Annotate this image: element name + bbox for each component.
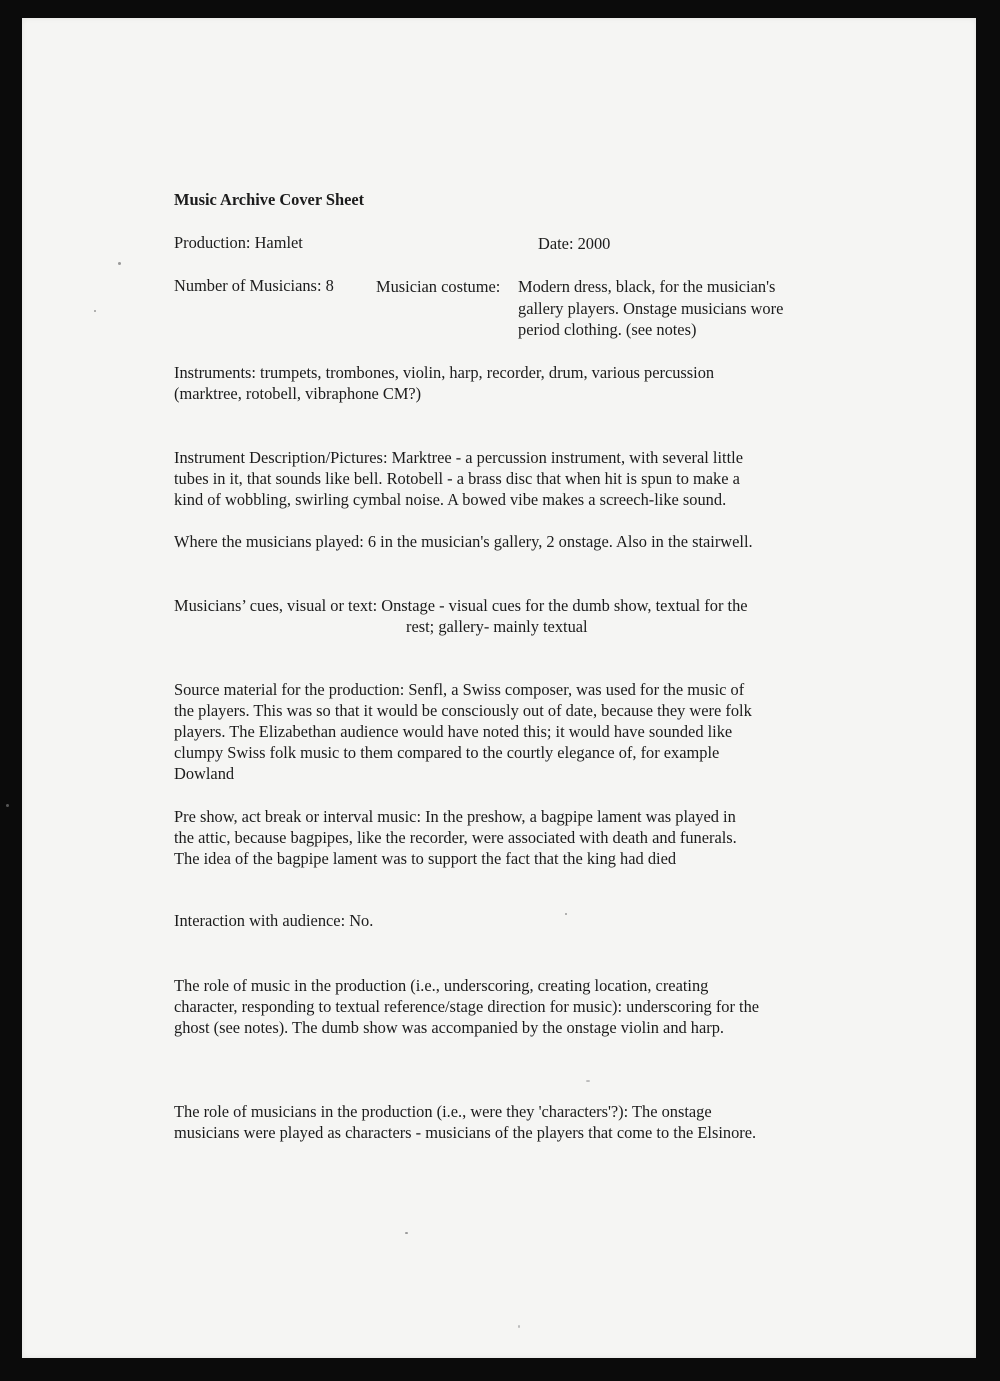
- preshow-line: Pre show, act break or interval music: In the preshow, a bagpipe lament was played in: [174, 807, 736, 826]
- cues-line: rest; gallery- mainly textual: [406, 617, 588, 636]
- role-of-music-line: ghost (see notes). The dumb show was accompanied by the onstage violin and harp.: [174, 1018, 725, 1037]
- production-field: Production: Hamlet: [174, 233, 303, 252]
- instrument-description-line: tubes in it, that sounds like bell. Rotobell - a brass disc that when hit is spun to make a: [174, 469, 740, 488]
- costume-value-line: Modern dress, black, for the musician's: [518, 277, 776, 296]
- source-material-line: Dowland: [174, 764, 235, 783]
- instruments-line: (marktree, rotobell, vibraphone CM?): [174, 384, 422, 403]
- preshow-line: The idea of the bagpipe lament was to support the fact that the king had died: [174, 849, 677, 868]
- role-of-musicians-line: The role of musicians in the production (i.e., were they 'characters'?): The onstage: [174, 1102, 712, 1121]
- role-of-musicians-line: musicians were played as characters - musicians of the players that come to the Elsinore.: [174, 1123, 757, 1142]
- where-played-line: Where the musicians played: 6 in the musician's gallery, 2 onstage. Also in the stairwell.: [174, 532, 753, 551]
- costume-value-line: period clothing. (see notes): [518, 320, 697, 339]
- document-title: Music Archive Cover Sheet: [174, 190, 365, 209]
- role-of-music-line: character, responding to textual reference/stage direction for music): underscoring for the: [174, 997, 760, 1016]
- instrument-description-line: kind of wobbling, swirling cymbal noise. A bowed vibe makes a screech-like sound.: [174, 490, 727, 509]
- source-material-line: players. The Elizabethan audience would have noted this; it would have sounded like: [174, 722, 733, 741]
- source-material-line: clumpy Swiss folk music to them compared to the courtly elegance of, for example: [174, 743, 720, 762]
- date-field: Date: 2000: [538, 234, 611, 253]
- costume-value-line: gallery players. Onstage musicians wore: [518, 299, 784, 318]
- instruments-line: Instruments: trumpets, trombones, violin, harp, recorder, drum, various percussion: [174, 363, 715, 382]
- costume-label: Musician costume:: [376, 277, 501, 296]
- musicians-count-field: Number of Musicians: 8: [174, 276, 334, 295]
- cues-line: Musicians’ cues, visual or text: Onstage - visual cues for the dumb show, textual for the: [174, 596, 748, 615]
- instrument-description-line: Instrument Description/Pictures: Marktree - a percussion instrument, with several little: [174, 448, 743, 467]
- source-material-line: the players. This was so that it would be consciously out of date, because they were folk: [174, 701, 752, 720]
- role-of-music-line: The role of music in the production (i.e., underscoring, creating location, creating: [174, 976, 709, 995]
- source-material-line: Source material for the production: Senfl, a Swiss composer, was used for the music of: [174, 680, 745, 699]
- interaction-line: Interaction with audience: No.: [174, 911, 374, 930]
- preshow-line: the attic, because bagpipes, like the recorder, were associated with death and funerals.: [174, 828, 737, 847]
